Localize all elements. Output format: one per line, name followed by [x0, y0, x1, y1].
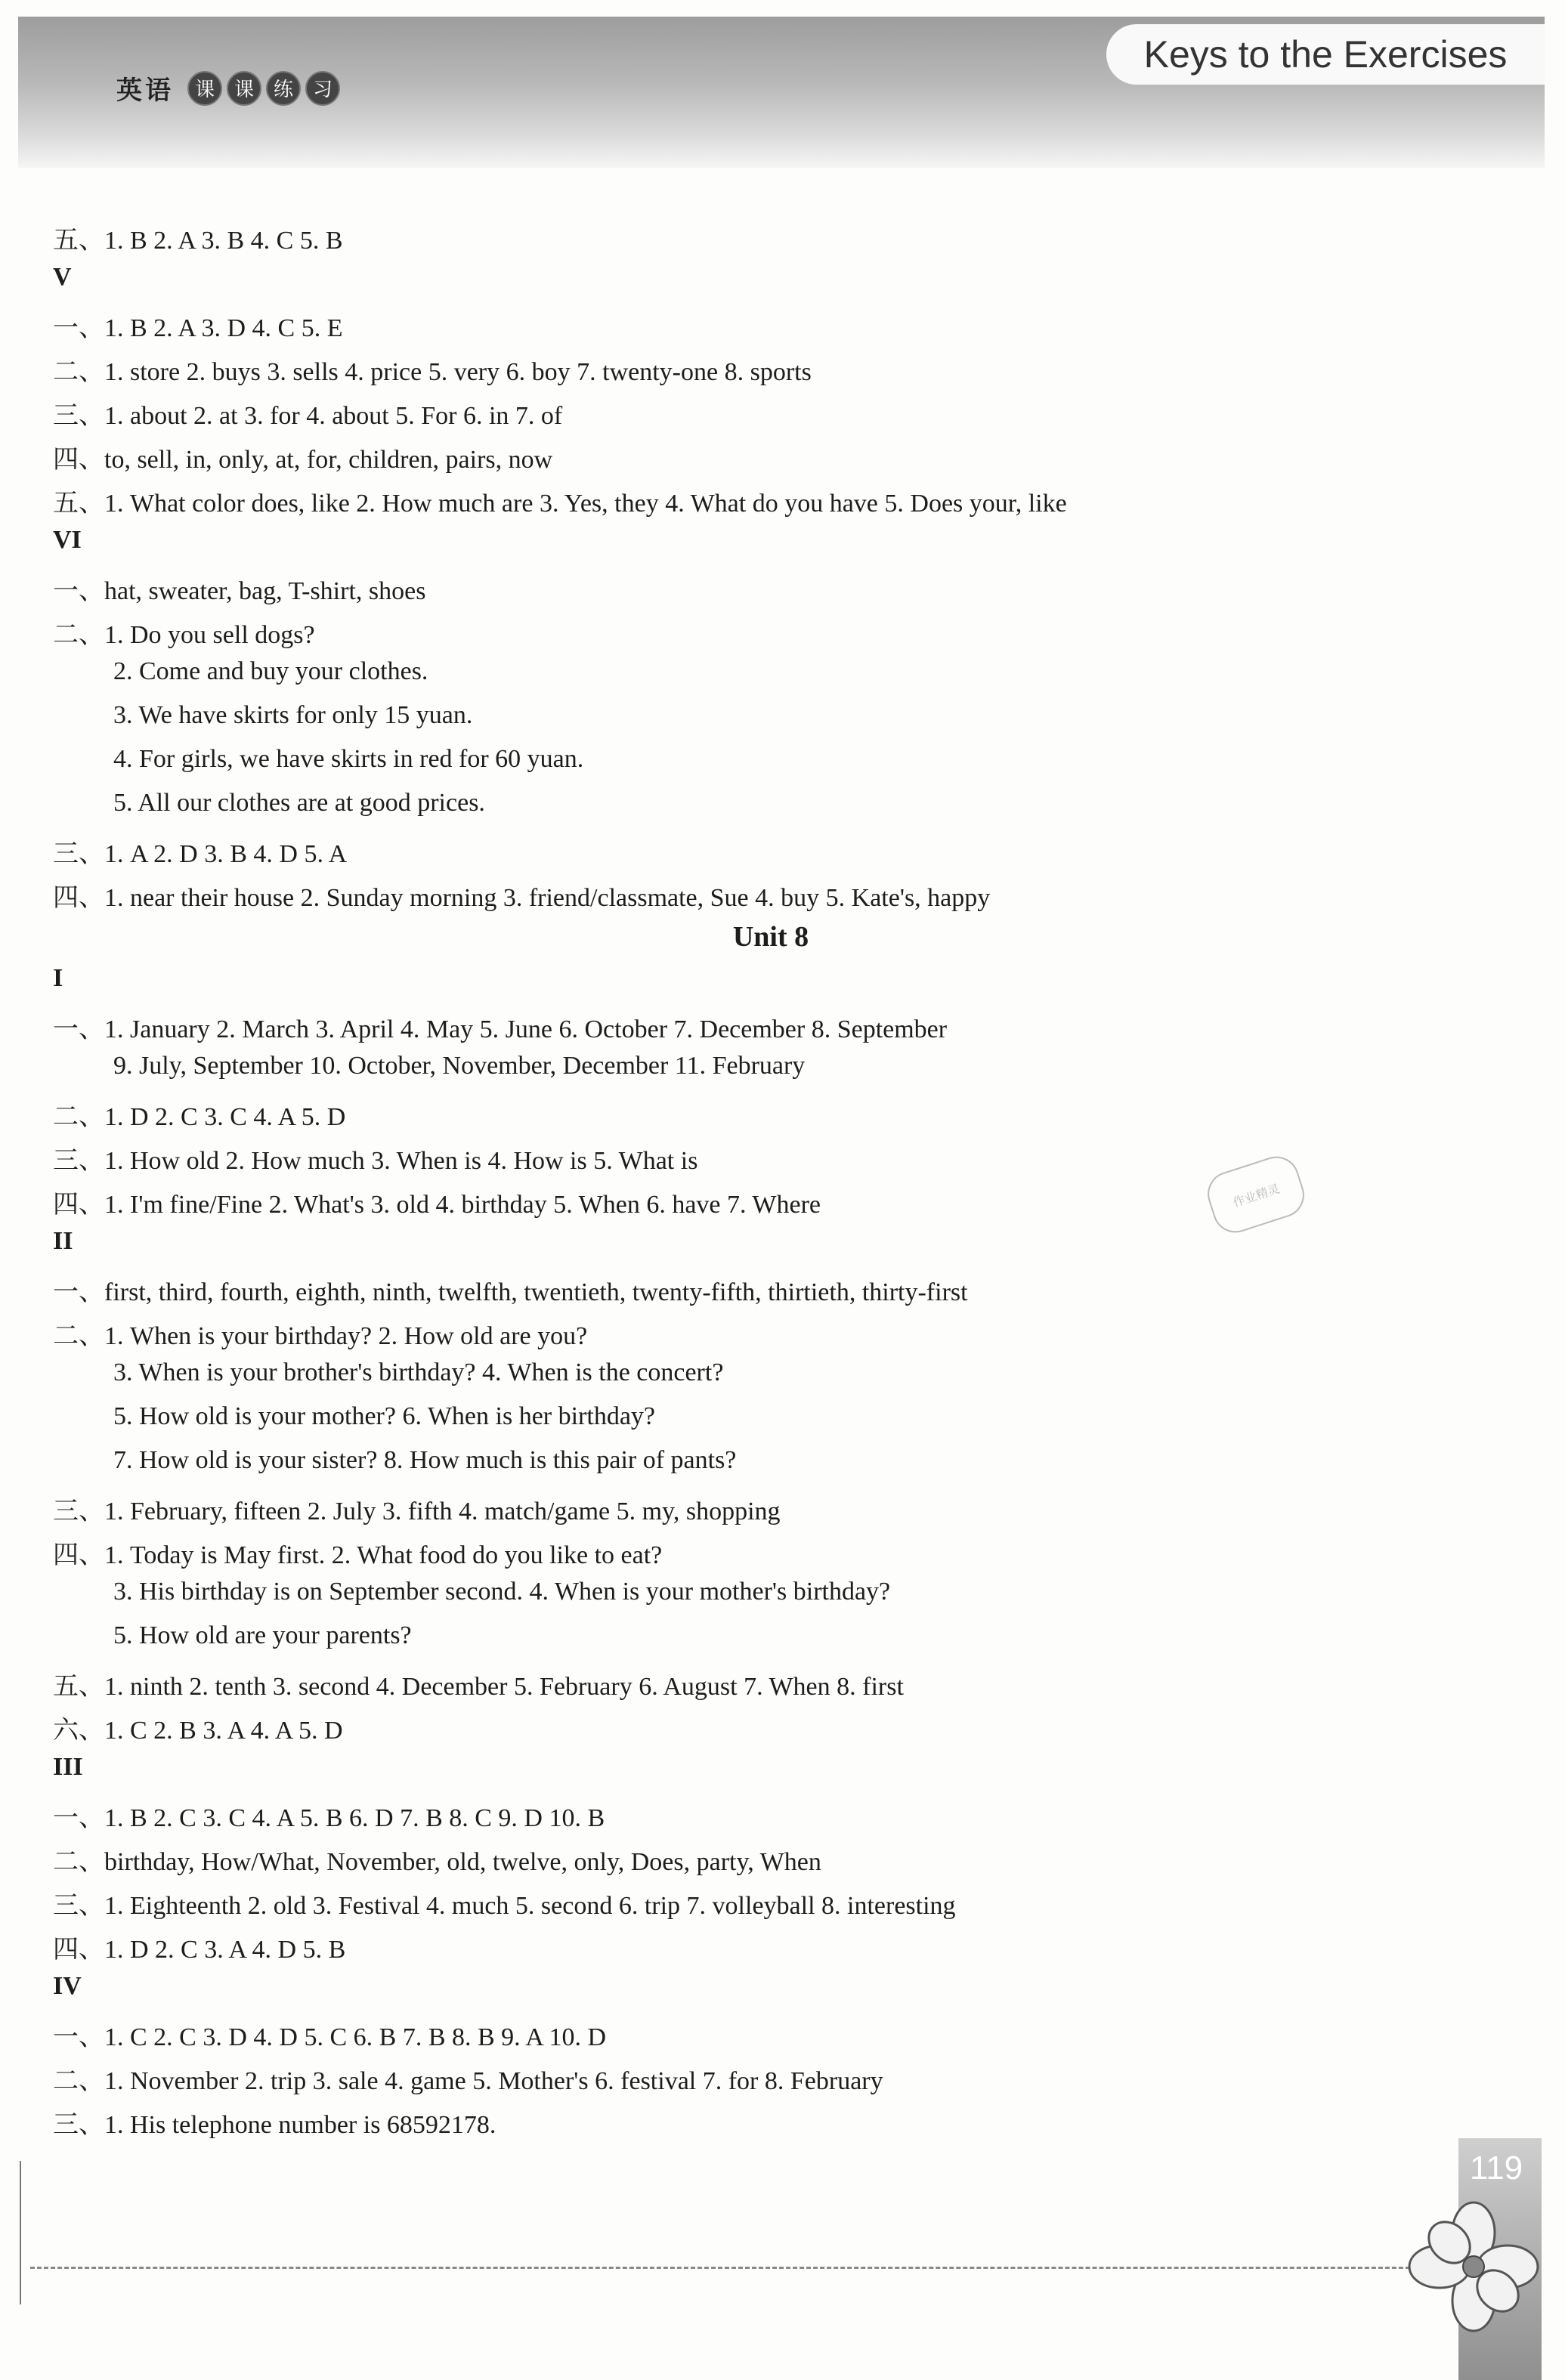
section-heading: III: [53, 1753, 83, 1781]
stamp-text: 作业精灵: [1230, 1181, 1282, 1210]
book-series-logo: [116, 70, 345, 107]
answer-line: 三、1. His telephone number is 68592178.: [53, 2111, 496, 2139]
answer-line: 四、1. Today is May first. 2. What food do you like to eat?: [53, 1541, 663, 1569]
answer-line: 五、1. ninth 2. tenth 3. second 4. December 5. February 6. August 7. When 8. first: [53, 1673, 904, 1701]
answer-line: 四、1. I'm fine/Fine 2. What's 3. old 4. birthday 5. When 6. have 7. Where: [53, 1191, 821, 1219]
series-badge: 练: [266, 71, 301, 106]
section-heading: IV: [53, 1972, 82, 2000]
answer-line: 5. How old is your mother? 6. When is her birthday?: [113, 1402, 656, 1430]
section-heading: VI: [53, 526, 82, 554]
answer-line: 四、to, sell, in, only, at, for, children, pairs, now: [53, 446, 553, 474]
footer-dashed-line: [30, 2267, 1451, 2269]
series-badge: 课: [187, 71, 222, 106]
answer-line: 二、1. Do you sell dogs?: [53, 621, 315, 649]
answer-line: 一、first, third, fourth, eighth, ninth, twelfth, twentieth, twenty-fifth, thirtieth, thirty-first: [53, 1278, 968, 1306]
page-number: 119: [1470, 2150, 1523, 2187]
answer-line: 9. July, September 10. October, November, December 11. February: [113, 1052, 806, 1080]
answer-line: 二、1. D 2. C 3. C 4. A 5. D: [53, 1103, 346, 1131]
answer-line: 一、hat, sweater, bag, T-shirt, shoes: [53, 577, 426, 605]
answer-line: 三、1. February, fifteen 2. July 3. fifth 4. match/game 5. my, shopping: [53, 1498, 781, 1525]
answer-line: 3. We have skirts for only 15 yuan.: [113, 701, 473, 729]
answer-line: 五、1. B 2. A 3. B 4. C 5. B: [53, 227, 343, 255]
series-badge: 课: [227, 71, 261, 106]
answer-line: 三、1. about 2. at 3. for 4. about 5. For 6. in 7. of: [53, 402, 563, 430]
answer-line: 二、1. store 2. buys 3. sells 4. price 5. very 6. boy 7. twenty-one 8. sports: [53, 358, 812, 386]
answer-line: 四、1. near their house 2. Sunday morning 3. friend/classmate, Sue 4. buy 5. Kate's, happy: [53, 884, 991, 912]
answer-line: 二、birthday, How/What, November, old, twelve, only, Does, party, When: [53, 1848, 821, 1876]
header-title: Keys to the Exercises: [1143, 33, 1508, 76]
answer-line: 五、1. What color does, like 2. How much are 3. Yes, they 4. What do you have 5. Does your, like: [53, 490, 1067, 518]
answer-line: 四、1. D 2. C 3. A 4. D 5. B: [53, 1936, 346, 1964]
unit-title: Unit 8: [732, 921, 809, 953]
answer-line: 7. How old is your sister? 8. How much is this pair of pants?: [113, 1446, 737, 1474]
answer-line: 二、1. November 2. trip 3. sale 4. game 5. Mother's 6. festival 7. for 8. February: [53, 2067, 883, 2095]
answer-line: 三、1. A 2. D 3. B 4. D 5. A: [53, 840, 348, 868]
series-badge: 习: [305, 71, 340, 106]
section-heading: II: [53, 1227, 73, 1255]
answer-line: 六、1. C 2. B 3. A 4. A 5. D: [53, 1717, 343, 1745]
answer-line: 三、1. How old 2. How much 3. When is 4. How is 5. What is: [53, 1147, 698, 1175]
flower-icon: [1406, 2199, 1542, 2335]
answer-line: 5. How old are your parents?: [113, 1621, 412, 1649]
answer-line: 三、1. Eighteenth 2. old 3. Festival 4. much 5. second 6. trip 7. volleyball 8. interesting: [53, 1892, 956, 1920]
answer-line: 3. When is your brother's birthday? 4. When is the concert?: [113, 1358, 724, 1386]
answer-line: 4. For girls, we have skirts in red for 60 yuan.: [113, 745, 584, 773]
answer-line: 一、1. January 2. March 3. April 4. May 5. June 6. October 7. December 8. September: [53, 1015, 948, 1043]
section-heading: V: [53, 263, 72, 291]
answer-line: 3. His birthday is on September second. 4. When is your mother's birthday?: [113, 1578, 891, 1606]
subject-label: 英语: [116, 76, 174, 106]
answer-line: 一、1. B 2. A 3. D 4. C 5. E: [53, 314, 343, 342]
answer-line: 一、1. C 2. C 3. D 4. D 5. C 6. B 7. B 8. B 9. A 10. D: [53, 2023, 607, 2051]
answer-line: 二、1. When is your birthday? 2. How old are you?: [53, 1322, 588, 1350]
margin-line: [20, 2161, 21, 2304]
page-header: [18, 17, 1545, 168]
header-title-tab: [1106, 24, 1545, 85]
answer-line: 2. Come and buy your clothes.: [113, 657, 428, 685]
section-heading: I: [53, 964, 63, 992]
watermark-stamp: [1202, 1151, 1310, 1238]
answer-line: 5. All our clothes are at good prices.: [113, 789, 485, 817]
answer-line: 一、1. B 2. C 3. C 4. A 5. B 6. D 7. B 8. C 9. D 10. B: [53, 1804, 605, 1832]
